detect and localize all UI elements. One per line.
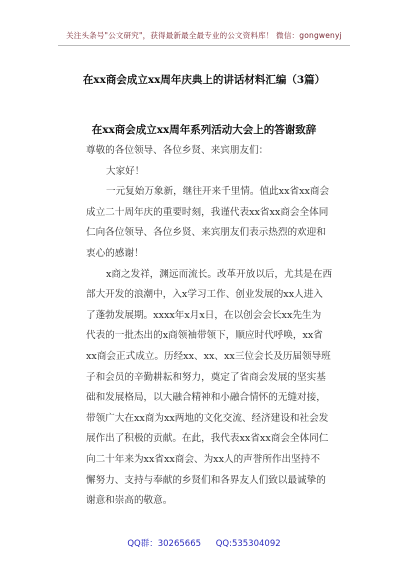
paragraph-line: 一元复始万象新，继往开来千里情。值此xx省xx商会 — [106, 186, 330, 198]
paragraph-line: 础和发展格局，以大融合精神和小融合情怀的无缝对接， — [86, 392, 326, 404]
paragraph-line: 带领广大在xx商为xx两地的文化交流、经济建设和社会发 — [86, 412, 329, 424]
header-divider — [58, 45, 350, 46]
paragraph-line: 部大开发的浪潮中，入x学习工作、创业发展的xx人进入 — [86, 289, 323, 301]
paragraph-line: 展作出了积极的贡献。在此，我代表xx省xx商会全体同仁 — [86, 433, 329, 445]
footer-contact — [0, 537, 408, 549]
paragraph-line: 子和会员的辛勤耕耘和努力，奠定了省商会发展的坚实基 — [86, 371, 326, 383]
paragraph-line: xx商会正式成立。历经xx、xx、xx三位会长及历届领导班 — [86, 350, 331, 362]
paragraph-line: 仁向各位领导、各位乡贤、来宾朋友们表示热烈的欢迎和 — [86, 227, 326, 239]
document-title: 在xx商会成立xx周年庆典上的讲话材料汇编（3篇） — [82, 74, 326, 86]
footer-qq: QQ:535304092 — [215, 539, 281, 549]
paragraph-line: 衷心的感谢！ — [86, 247, 144, 259]
paragraph-line: 懈努力、支持与奉献的乡贤们和各界友人们致以最诚挚的 — [86, 474, 326, 486]
header-note: 关注头条号"公文研究"，获得最新最全最专业的公文资料库！ 微信：gongwenyj — [66, 31, 342, 40]
paragraph-line: 代表的一批杰出的x商领袖带领下，顺应时代呼唤，xx省 — [86, 330, 323, 342]
paragraph-line: 成立二十周年庆的重要时刻，我谨代表xx省xx商会全体同 — [86, 206, 329, 218]
footer-qq-group: QQ群：30265665 — [127, 539, 202, 549]
speech-body — [86, 141, 333, 512]
section-title: 在xx商会成立xx周年系列活动大会上的答谢致辞 — [91, 124, 317, 136]
paragraph-line: x商之发祥，渊远而流长。改革开放以后，尤其是在西 — [106, 268, 333, 280]
paragraph-line: 谢意和崇高的敬意。 — [86, 495, 173, 507]
paragraph-line: 向二十年来为xx省xx商会、为xx人的声誉所作出坚持不 — [86, 453, 320, 465]
greeting: 大家好！ — [106, 165, 145, 177]
salutation: 尊敬的各位领导、各位乡贤、来宾朋友们： — [86, 145, 269, 156]
paragraph-line: 了蓬勃发展期。xxxx年x月x日，在以创会会长xx先生为 — [86, 309, 322, 321]
